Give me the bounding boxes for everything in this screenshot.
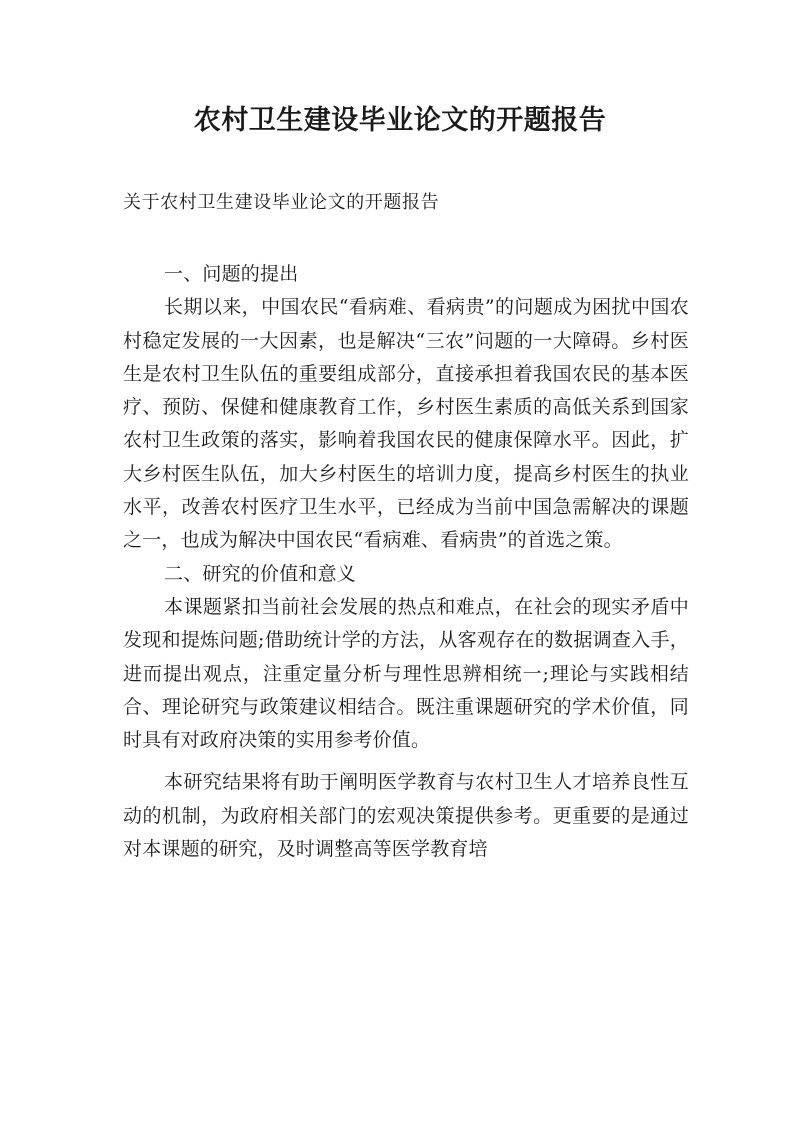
document-title: 农村卫生建设毕业论文的开题报告	[193, 105, 607, 136]
section-2-paragraph-2: 本研究结果将有助于阐明医学教育与农村卫生人才培养良性互动的机制，为政府相关部门的宏观决策提供参考。更重要的是通过对本课题的研究，及时调整高等医学教育培	[123, 771, 689, 861]
section-1-heading: 一、问题的提出	[164, 263, 299, 285]
document-subtitle: 关于农村卫生建设毕业论文的开题报告	[123, 192, 440, 213]
section-2-paragraph-1: 本课题紧扣当前社会发展的热点和难点，在社会的现实矛盾中发现和提炼问题;借助统计学的方法，从客观存在的数据调查入手，进而提出观点，注重定量分析与理性思辨相统一;理论与实践相结合、理论研究与政策建议相结合。既注重课题研究的学术价值，同时具有对政府决策的实用参考价值。	[123, 595, 689, 752]
section-2-heading: 二、研究的价值和意义	[164, 562, 357, 585]
section-1-paragraph: 长期以来，中国农民“看病难、看病贵”的问题成为困扰中国农村稳定发展的一大因素，也是解决“三农”问题的一大障碍。乡村医生是农村卫生队伍的重要组成部分，直接承担着我国农民的基本医疗、预防、保健和健康教育工作，乡村医生素质的高低关系到国家农村卫生政策的落实，影响着我国农民的健康保障水平。因此，扩大乡村医生队伍，加大乡村医生的培训力度，提高乡村医生的执业水平，改善农村医疗卫生水平，已经成为当前中国急需解决的课题之一，也成为解决中国农民“看病难、看病贵”的首选之策。	[123, 296, 689, 552]
document-body	[123, 258, 689, 866]
